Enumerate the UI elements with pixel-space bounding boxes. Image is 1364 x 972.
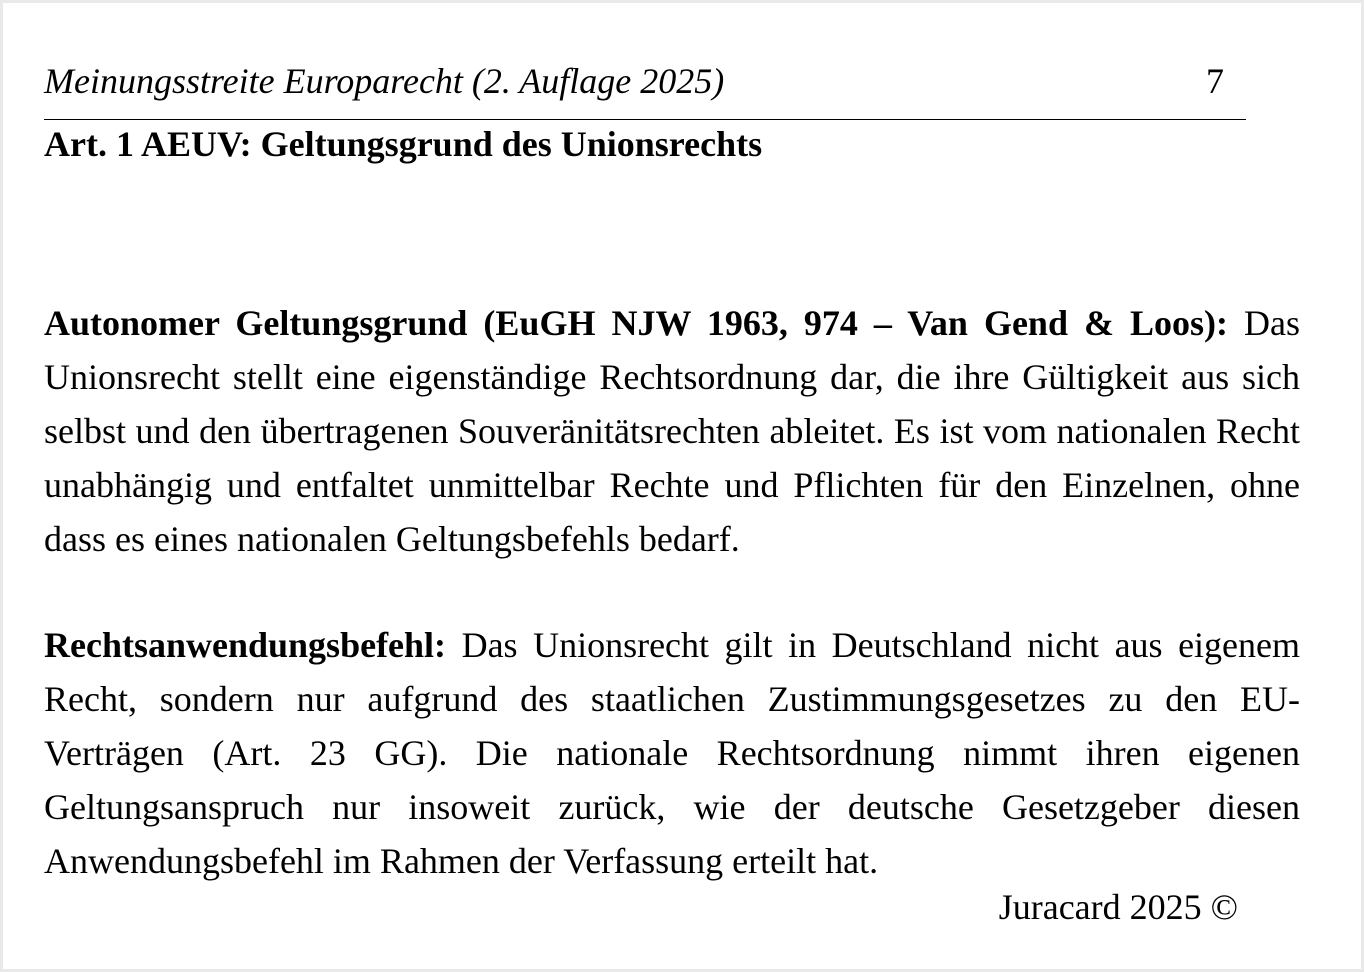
running-title: Meinungsstreite Europarecht (2. Auflage 2025) — [44, 61, 725, 101]
paragraph-autonomer-geltungsgrund — [44, 296, 1300, 566]
paragraph-heading: Autonomer Geltungsgrund (EuGH NJW 1963, 974 – Van Gend & Loos): — [44, 303, 1228, 343]
paragraph-text: Das Unionsrecht stellt eine eigenständige Rechtsordnung dar, die ihre Gültigkeit aus sich selbst und den übertragenen Souveränitätsrechten ableitet. Es ist vom nationalen Recht unabhängig und entfaltet unmittelbar Rechte und Pflichten für den Einzelnen, ohne dass es eines nationalen Geltungsbefehls bedarf. — [44, 303, 1300, 559]
document-page — [3, 3, 1361, 969]
footer-copyright: Juracard 2025 © — [998, 887, 1238, 927]
running-header — [44, 59, 1246, 120]
paragraph-text: Das Unionsrecht gilt in Deutschland nicht aus eigenem Recht, sondern nur aufgrund des staatlichen Zustimmungsgesetzes zu den EU-Verträgen (Art. 23 GG). Die nationale Rechtsordnung nimmt ihren eigenen Geltungsanspruch nur insoweit zurück, wie der deutsche Gesetzgeber diesen Anwendungsbefehl im Rahmen der Verfassung erteilt hat. — [44, 625, 1301, 881]
paragraph-heading: Rechtsanwendungsbefehl: — [44, 625, 447, 665]
page-number: 7 — [1206, 61, 1224, 101]
section-title: Art. 1 AEUV: Geltungsgrund des Unionsrechts — [44, 124, 763, 164]
paragraph-rechtsanwendungsbefehl — [44, 618, 1300, 888]
